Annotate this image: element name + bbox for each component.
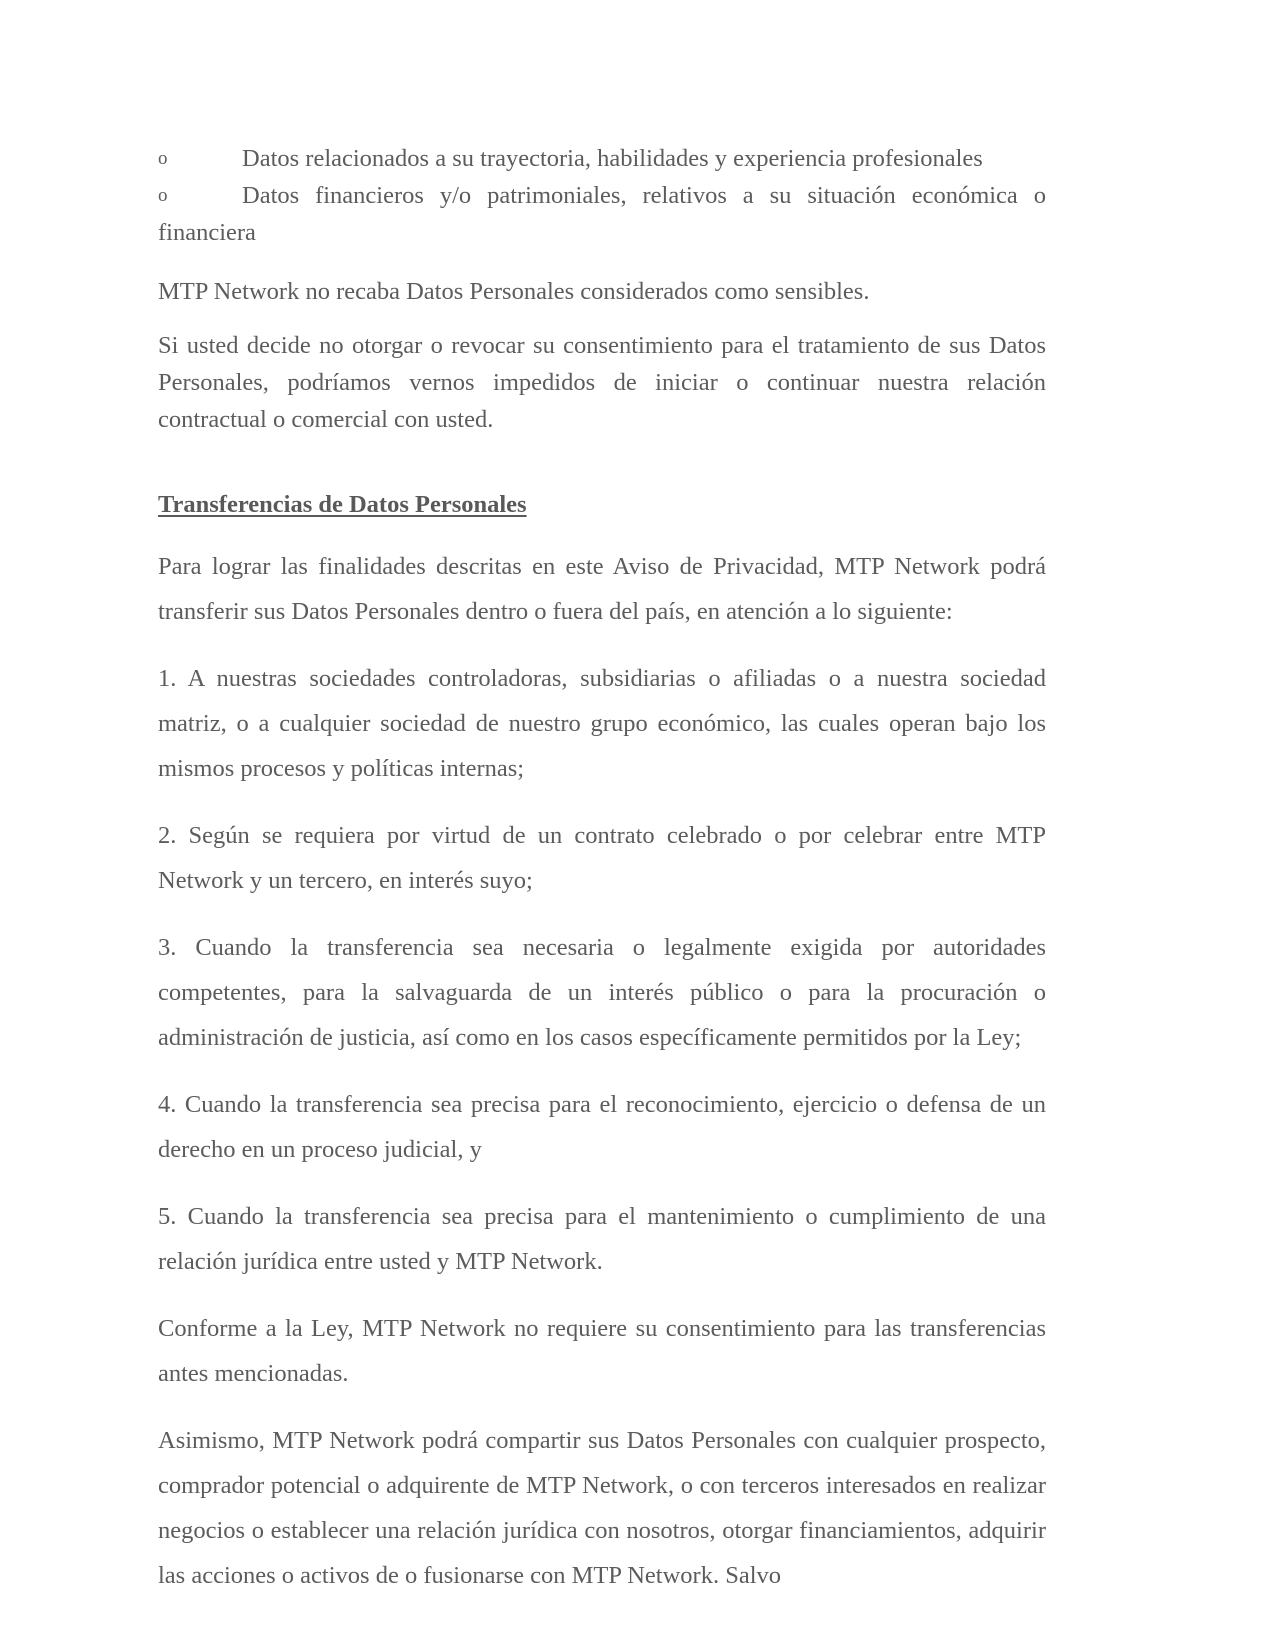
- clause-4: 4. Cuando la transferencia sea precisa para el reconocimiento, ejercicio o defensa de un derecho en un proceso judicial, y: [158, 1091, 1046, 1163]
- list-item-label: Datos relacionados a su trayectoria, habilidades y experiencia profesionales: [242, 145, 983, 172]
- paragraph-transferencias-intro: Para lograr las finalidades descritas en este Aviso de Privacidad, MTP Network podrá transferir sus Datos Personales dentro o fuera del país, en atención a lo siguiente:: [158, 553, 1046, 625]
- paragraph-asimismo: Asimismo, MTP Network podrá compartir sus Datos Personales con cualquier prospecto, comprador potencial o adquirente de MTP Network, o con terceros interesados en realizar negocios o establecer una relación jurídica con nosotros, otorgar financiamientos, adquirir las acciones o activos de o fusionarse con MTP Network. Salvo: [158, 1427, 1046, 1589]
- clause-3: 3. Cuando la transferencia sea necesaria o legalmente exigida por autoridades competentes, para la salvaguarda de un interés público o para la procuración o administración de justicia, así como en los casos específicamente permitidos por la Ley;: [158, 934, 1046, 1051]
- clause-5: 5. Cuando la transferencia sea precisa para el mantenimiento o cumplimiento de una relación jurídica entre usted y MTP Network.: [158, 1203, 1046, 1275]
- spacer: [158, 1284, 1046, 1306]
- circle-bullet-icon: o: [158, 185, 168, 206]
- section-heading-label: Transferencias de Datos Personales: [158, 491, 527, 518]
- list-item-label: Datos financieros y/o patrimoniales, relativos a su situación económica o financiera: [158, 182, 1046, 246]
- document-content: [158, 140, 1046, 1598]
- paragraph-sensibles: MTP Network no recaba Datos Personales considerados como sensibles.: [158, 278, 870, 305]
- section-heading-transferencias: [158, 488, 1046, 522]
- spacer: [158, 791, 1046, 813]
- paragraph-conforme: Conforme a la Ley, MTP Network no requiere su consentimiento para las transferencias antes mencionadas.: [158, 1315, 1046, 1387]
- spacer: [158, 1396, 1046, 1418]
- list-item: [158, 140, 1046, 177]
- list-item: [158, 177, 1046, 251]
- spacer: [158, 522, 1046, 544]
- spacer: [158, 1172, 1046, 1194]
- spacer: [158, 310, 1046, 327]
- spacer: [158, 903, 1046, 925]
- spacer: [158, 634, 1046, 656]
- clause-1: 1. A nuestras sociedades controladoras, subsidiarias o afiliadas o a nuestra sociedad matriz, o a cualquier sociedad de nuestro grupo económico, las cuales operan bajo los mismos procesos y políticas internas;: [158, 665, 1046, 782]
- clause-2: 2. Según se requiera por virtud de un contrato celebrado o por celebrar entre MTP Network y un tercero, en interés suyo;: [158, 822, 1046, 894]
- spacer: [158, 251, 1046, 273]
- spacer: [158, 1060, 1046, 1082]
- spacer: [158, 438, 1046, 488]
- circle-bullet-icon: o: [158, 148, 168, 169]
- paragraph-consentimiento: Si usted decide no otorgar o revocar su consentimiento para el tratamiento de sus Datos Personales, podríamos vernos impedidos de iniciar o continuar nuestra relación contractual o comercial con usted.: [158, 332, 1046, 433]
